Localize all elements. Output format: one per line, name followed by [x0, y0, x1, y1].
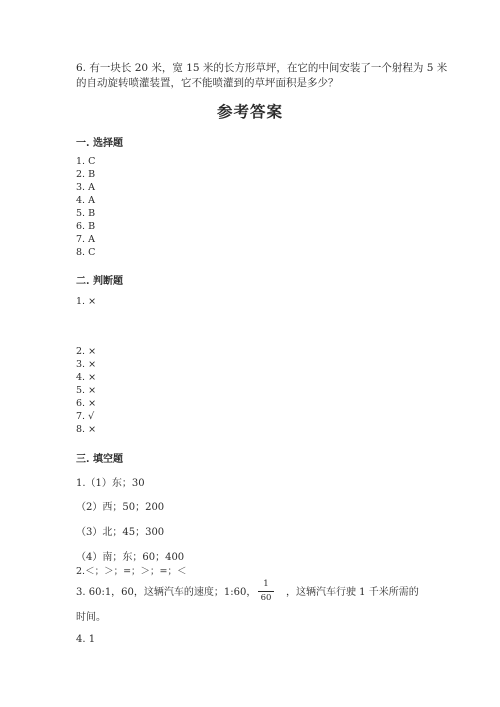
- section-heading-judge: 二. 判断题: [76, 276, 123, 287]
- choice-answer-4: 4. A: [76, 195, 95, 206]
- judge-answer-7: 7. √: [76, 411, 95, 422]
- fill-answer-1-3: （3）北；45；300: [76, 527, 165, 538]
- fraction-denominator: 60: [260, 593, 272, 603]
- judge-answer-5: 5. ×: [76, 385, 97, 396]
- fill-answer-4: 4. 1: [76, 634, 96, 645]
- judge-answer-4: 4. ×: [76, 372, 97, 383]
- judge-answer-2: 2. ×: [76, 346, 97, 357]
- judge-answer-8: 8. ×: [76, 424, 97, 435]
- fraction-bar: [258, 591, 274, 592]
- choice-answer-6: 6. B: [76, 221, 96, 232]
- judge-answer-6: 6. ×: [76, 398, 97, 409]
- page-title: 参考答案: [216, 102, 283, 121]
- fraction-one-sixtieth: [258, 579, 274, 604]
- judge-answer-1: 1. ×: [76, 296, 97, 307]
- fill-answer-1-2: （2）西；50；200: [76, 502, 165, 513]
- fill-answer-2: 2.＜；＞；=；＞；=；＜: [76, 566, 187, 577]
- fill-answer-3-continued: 时间。: [76, 612, 106, 623]
- choice-answer-2: 2. B: [76, 169, 96, 180]
- choice-answer-1: 1. C: [76, 156, 96, 167]
- fill-answer-3-right: ，这辆汽车行驶 1 千米所需的: [286, 587, 419, 598]
- question-6-line-2: 的自动旋转喷灌装置，它不能喷灌到的草坪面积是多少？: [76, 77, 339, 89]
- fill-answer-1: 1.（1）东；30: [76, 478, 145, 489]
- choice-answer-7: 7. A: [76, 234, 95, 245]
- question-6: [76, 61, 447, 91]
- fill-answer-3-left: 3. 60:1，60，这辆汽车的速度；1:60，: [76, 587, 257, 598]
- judge-answer-3: 3. ×: [76, 359, 97, 370]
- question-6-line-1: 6. 有一块长 20 米，宽 15 米的长方形草坪，在它的中间安装了一个射程为 5 米: [76, 62, 448, 74]
- fill-answer-1-4: （4）南；东；60；400: [76, 552, 185, 563]
- section-heading-fill: 三. 填空题: [76, 454, 123, 465]
- choice-answer-8: 8. C: [76, 247, 96, 258]
- choice-answer-3: 3. A: [76, 182, 95, 193]
- section-heading-choice: 一. 选择题: [76, 138, 123, 149]
- fraction-numerator: 1: [263, 579, 269, 589]
- choice-answer-5: 5. B: [76, 208, 96, 219]
